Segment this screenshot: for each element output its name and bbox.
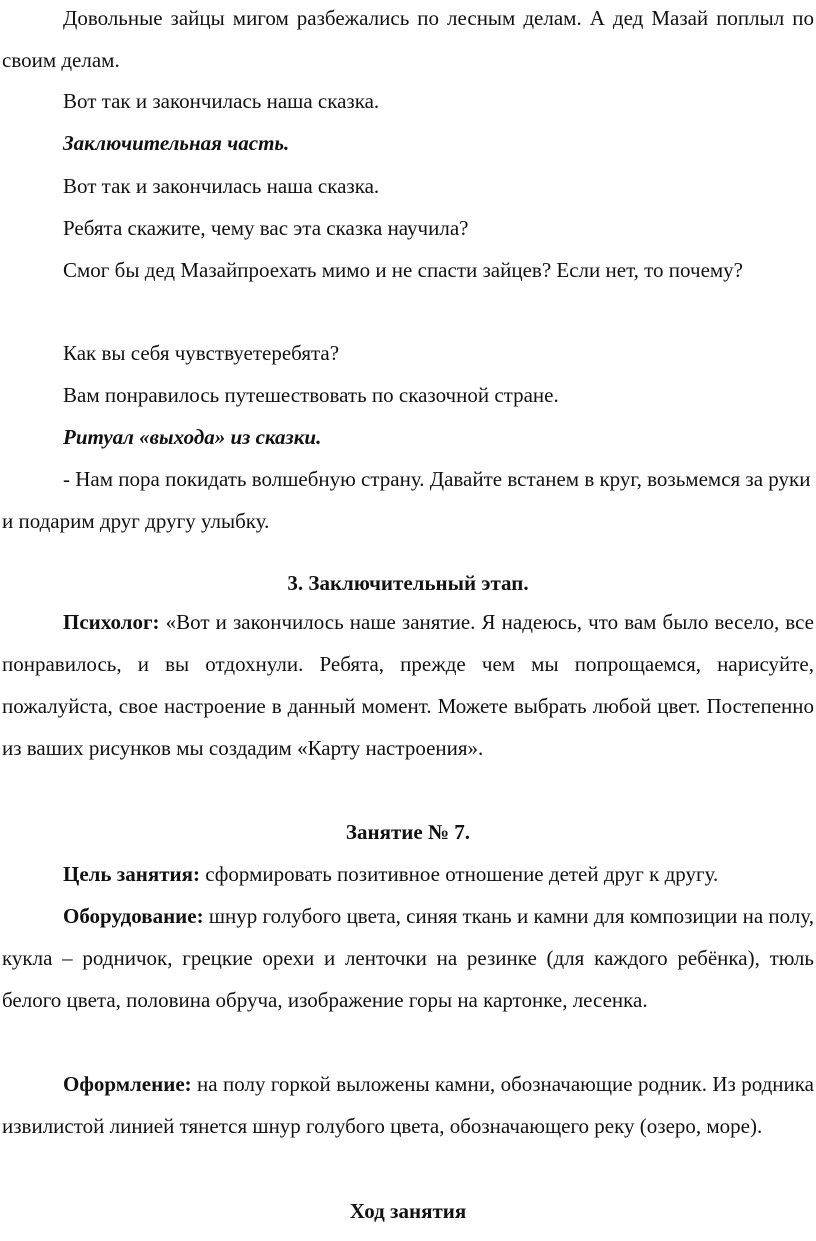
paragraph-question-mazai: Смог бы дед Мазайпроехать мимо и не спасти зайцев? Если нет, то почему? (63, 258, 743, 282)
label-design: Оформление: (63, 1072, 192, 1096)
text-equipment: шнур голубого цвета, синяя ткань и камни для композиции на полу, кукла – родничок, грецкие орехи и ленточки на резинке (для каждого ребёнка), тюль белого цвета, половина обруча, изображение горы на картонке, лесенка. (2, 904, 814, 1012)
paragraph-goal (2, 853, 814, 895)
paragraph-hares: Довольные зайцы мигом разбежались по лесным делам. А дед Мазай поплыл по своим делам. (2, 6, 814, 72)
section-heading-exit-ritual: Ритуал «выхода» из сказки. (63, 425, 322, 449)
label-equipment: Оборудование: (63, 904, 204, 928)
text-design: на полу горкой выложены камни, обозначающие родник. Из родника извилистой линией тянется шнур голубого цвета, обозначающего реку (озеро, море). (2, 1072, 814, 1138)
paragraph-psychologist (2, 601, 814, 769)
section-heading-lesson-course: Ход занятия (349, 1199, 467, 1223)
section-heading-final-stage: 3. Заключительный этап. (287, 571, 529, 595)
paragraph-design (2, 1063, 814, 1147)
paragraph-question-travel: Вам понравилось путешествовать по сказочной стране. (63, 383, 559, 407)
label-goal: Цель занятия: (63, 862, 200, 886)
text-psychologist: «Вот и закончилось наше занятие. Я надеюсь, что вам было весело, все понравилось, и вы отдохнули. Ребята, прежде чем мы попрощаемся, нарисуйте, пожалуйста, свое настроение в данный момент. Можете выбрать любой цвет. Постепенно из ваших рисунков мы создадим «Карту настроения». (2, 610, 814, 760)
paragraph-question-lesson: Ребята скажите, чему вас эта сказка научила? (63, 216, 469, 240)
label-psychologist: Психолог: (63, 610, 160, 634)
paragraph-equipment (2, 895, 814, 1021)
lesson-title: Занятие № 7. (345, 820, 471, 844)
paragraph-exit-ritual: - Нам пора покидать волшебную страну. Давайте встанем в круг, возьмемся за руки и подарим друг другу улыбку. (2, 467, 811, 533)
paragraph-story-end-repeat: Вот так и закончилась наша сказка. (63, 174, 380, 198)
paragraph-question-feeling: Как вы себя чувствуетеребята? (63, 341, 340, 365)
text-goal: сформировать позитивное отношение детей друг к другу. (199, 862, 719, 886)
section-heading-final-part: Заключительная часть. (63, 131, 290, 155)
paragraph-story-end: Вот так и закончилась наша сказка. (63, 89, 380, 113)
